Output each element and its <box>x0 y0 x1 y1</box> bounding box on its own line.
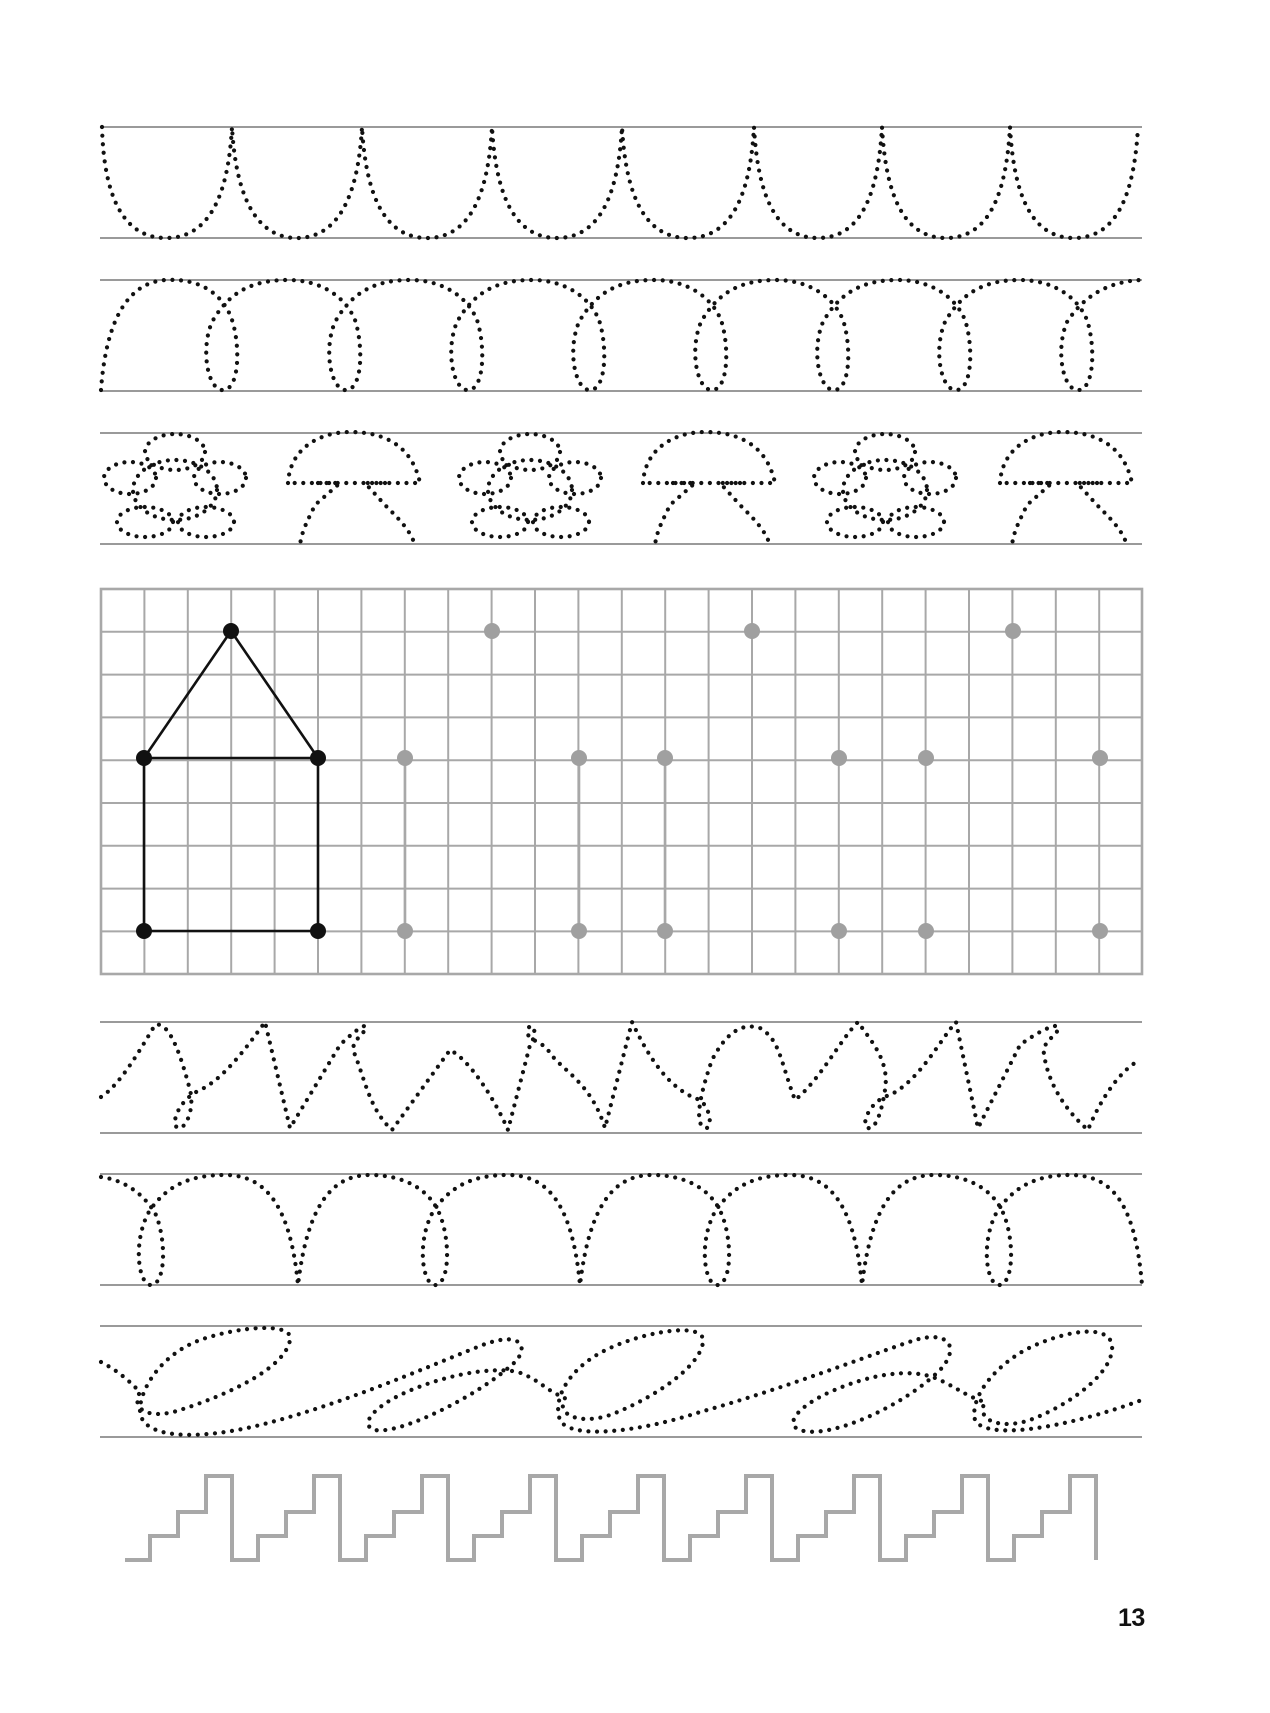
mushroom-outline-icon <box>1000 432 1132 545</box>
leaf-ovals-trace <box>101 1328 1142 1435</box>
row-flower-mushroom <box>100 432 1142 545</box>
flower-outline-icon <box>814 434 956 537</box>
flower-outline-icon <box>459 434 601 537</box>
row-stair-steps <box>125 1476 1096 1560</box>
row-leaf-ovals <box>100 1326 1142 1437</box>
flower-outline-icon <box>104 434 246 537</box>
row-scallop-arches <box>100 127 1142 238</box>
zigzag-loops-trace <box>101 1022 1140 1130</box>
page-number: 13 <box>1118 1604 1145 1632</box>
row-arch-loops <box>100 280 1142 391</box>
house-grid <box>101 589 1142 974</box>
grid-lines <box>101 589 1142 974</box>
stair-steps-trace <box>125 1476 1096 1560</box>
mushroom-outline-icon <box>643 432 775 545</box>
scallop-arches-trace <box>102 127 1138 238</box>
mushroom-outline-icon <box>288 432 420 545</box>
inverted-loops-trace <box>101 1175 1142 1285</box>
arch-loops-trace <box>101 280 1140 390</box>
row-zigzag-loops <box>100 1022 1142 1133</box>
row-arch-loops-inverted <box>100 1174 1142 1285</box>
